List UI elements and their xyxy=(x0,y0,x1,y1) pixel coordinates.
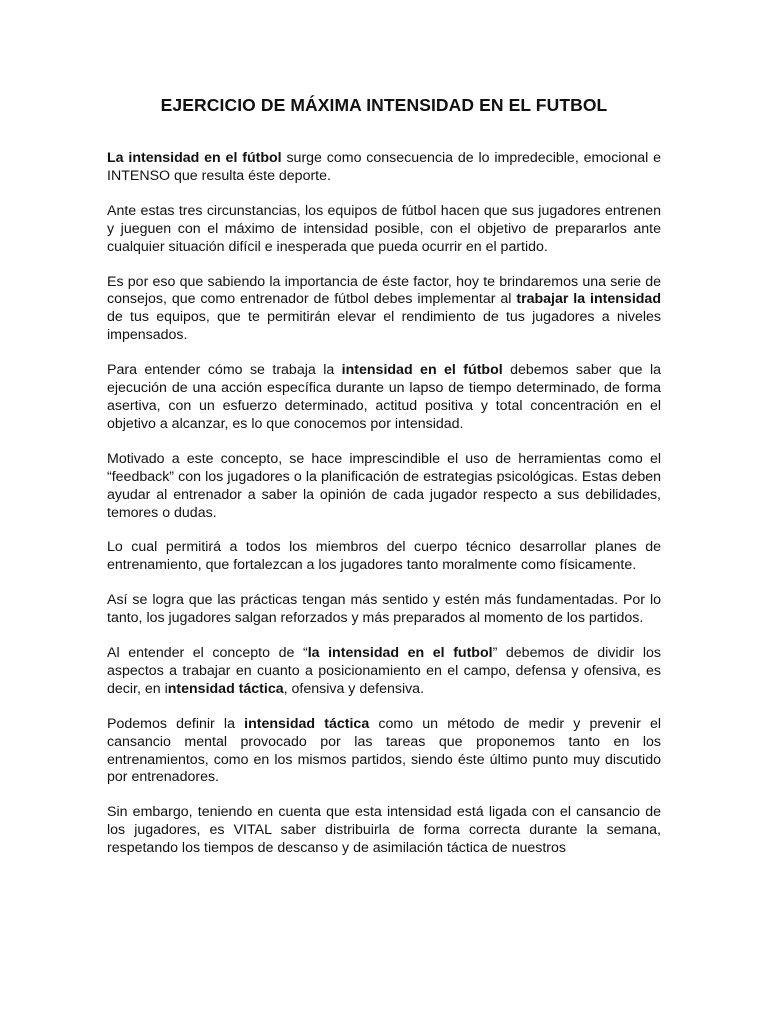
paragraph xyxy=(107,203,661,257)
document-body xyxy=(107,150,661,858)
text-run: surge como consecuencia de lo impredecible, emocional e INTENSO que resulta éste deporte. xyxy=(107,150,661,184)
paragraph xyxy=(107,274,661,346)
text-run: ” debemos de dividir los aspectos a trabajar en cuanto a posicionamiento en el campo, defensa y ofensiva, es decir, en i xyxy=(107,645,661,697)
paragraph xyxy=(107,150,661,186)
text-run: como un método de medir y prevenir el cansancio mental provocado por las tareas que proponemos tanto en los entrenamientos, como en los mismos partidos, siendo éste último punto muy discutido por entrenadores. xyxy=(107,715,662,786)
text-run: Motivado a este concepto, se hace imprescindible el uso de herramientas como el “feedback” con los jugadores o la planificación de estrategias psicológicas. Estas deben ayudar al entrenador a saber la opinión de cada jugador respecto a sus debilidades, temores o dudas. xyxy=(107,450,661,521)
text-run: de tus equipos, que te permitirán elevar el rendimiento de tus jugadores a niveles impensados. xyxy=(107,309,661,344)
text-run: Al entender el concepto de “ xyxy=(107,645,308,662)
paragraph xyxy=(107,539,661,575)
bold-text: intensidad táctica xyxy=(244,715,370,732)
bold-text: ntensidad táctica xyxy=(167,680,284,697)
text-run: Sin embargo, teniendo en cuenta que esta intensidad está ligada con el cansancio de los jugadores, es VITAL saber distribuirla de forma correcta durante la semana, respetando los tiempos de descanso y de asimilación táctica de nuestros xyxy=(107,804,661,857)
paragraph xyxy=(107,362,661,434)
text-run: Podemos definir la xyxy=(107,715,245,732)
text-run: Para entender cómo se trabaja la xyxy=(107,362,342,379)
bold-text: trabajar la intensidad xyxy=(516,291,661,308)
document-title: EJERCICIO DE MÁXIMA INTENSIDAD EN EL FUTBOL xyxy=(160,95,608,115)
bold-text: La intensidad en el fútbol xyxy=(107,150,282,166)
text-run: Es por eso que sabiendo la importancia de éste factor, hoy te brindaremos una serie de consejos, que como entrenador de fútbol debes implementar al xyxy=(107,273,661,308)
bold-text: la intensidad en el futbol xyxy=(307,645,493,662)
paragraph xyxy=(107,451,661,523)
paragraph xyxy=(107,716,661,788)
text-run: debemos saber que la ejecución de una acción específica durante un lapso de tiempo determinado, de forma asertiva, con un esfuerzo determinado, actitud positiva y total concentración en el objetivo a alcanzar, es lo que conocemos por intensidad. xyxy=(107,362,661,432)
bold-text: intensidad en el fútbol xyxy=(341,362,503,379)
text-run: , ofensiva y defensiva. xyxy=(283,680,425,697)
paragraph xyxy=(107,592,661,628)
text-run: Así se logra que las prácticas tengan más sentido y estén más fundamentadas. Por lo tanto, los jugadores salgan reforzados y más preparados al momento de los partidos. xyxy=(107,592,661,627)
text-run: Ante estas tres circunstancias, los equipos de fútbol hacen que sus jugadores entrenen y jueguen con el máximo de intensidad posible, con el objetivo de prepararlos ante cualquier situación difícil e inesperada que pueda ocurrir en el partido. xyxy=(107,202,661,255)
text-run: Lo cual permitirá a todos los miembros del cuerpo técnico desarrollar planes de entrenamiento, que fortalezcan a los jugadores tanto moralmente como físicamente. xyxy=(107,539,661,574)
paragraph xyxy=(107,804,661,858)
paragraph xyxy=(107,645,661,699)
